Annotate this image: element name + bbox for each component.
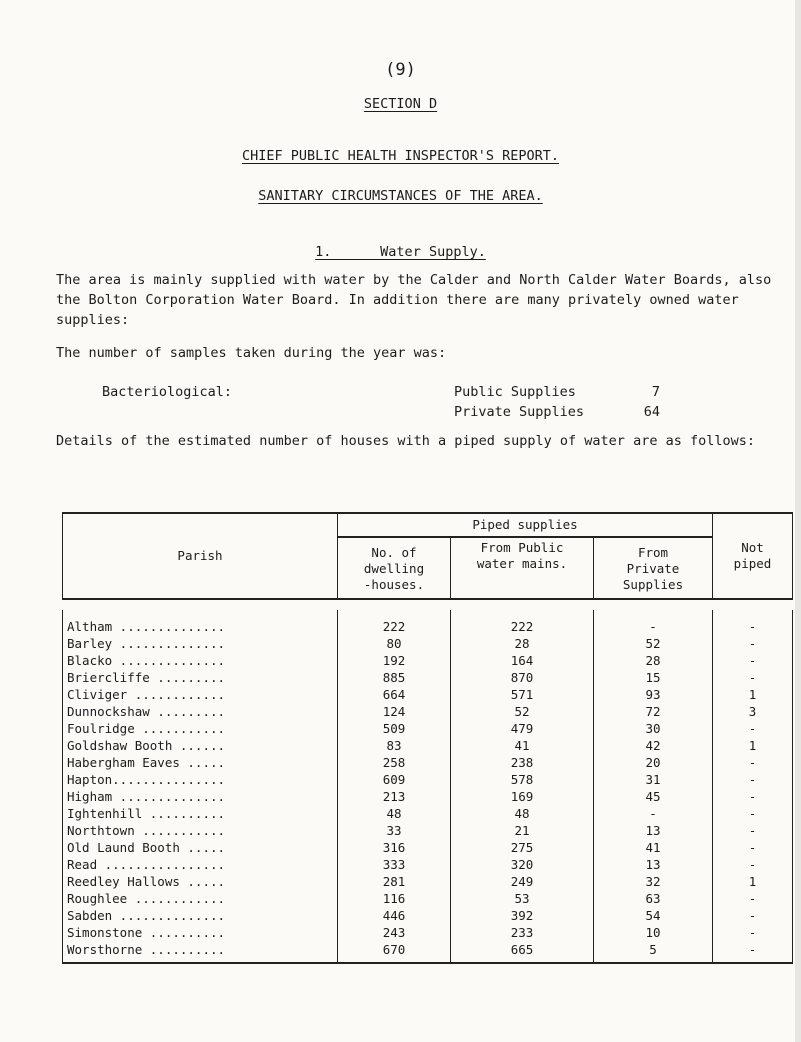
cell-not-piped: -: [713, 720, 793, 737]
header-dwellings: No. of dwelling -houses.: [338, 537, 451, 599]
cell-parish: Goldshaw Booth ......: [63, 737, 338, 754]
table-row: [63, 941, 793, 963]
cell-not-piped: -: [713, 788, 793, 805]
cell-private: 20: [645, 755, 661, 770]
header-parish: Parish: [63, 513, 338, 599]
cell-public: 41: [451, 737, 594, 754]
cell-private: 52: [645, 636, 661, 651]
cell-public: 479: [451, 720, 594, 737]
cell-private: 41: [645, 840, 661, 855]
table-row: [63, 805, 793, 822]
cell-dwellings: 192: [382, 653, 406, 668]
cell-public: 21: [451, 822, 594, 839]
table-row: [63, 788, 793, 805]
cell-private: 13: [645, 823, 661, 838]
cell-public: 665: [451, 941, 594, 963]
cell-private: 30: [645, 721, 661, 736]
cell-parish: Northtown ...........: [63, 822, 338, 839]
cell-private: 42: [645, 738, 661, 753]
cell-public: 238: [451, 754, 594, 771]
table-body: [63, 610, 793, 963]
table-row: [63, 669, 793, 686]
table-row: [63, 652, 793, 669]
cell-parish: Worsthorne ..........: [63, 941, 338, 963]
table-row: [63, 754, 793, 771]
samples-row-public: [454, 384, 660, 400]
cell-not-piped: -: [713, 805, 793, 822]
cell-parish: Cliviger ............: [63, 686, 338, 703]
page-number: (9): [385, 60, 416, 80]
table-row: [63, 703, 793, 720]
cell-not-piped: -: [713, 652, 793, 669]
table-row: [63, 839, 793, 856]
cell-public: 48: [451, 805, 594, 822]
cell-not-piped: -: [713, 941, 793, 963]
table-row: [63, 907, 793, 924]
cell-parish: Briercliffe .........: [63, 669, 338, 686]
cell-public: 28: [451, 635, 594, 652]
cell-parish: Blacko ..............: [63, 652, 338, 669]
cell-private: -: [649, 619, 657, 634]
cell-dwellings: 243: [382, 925, 406, 940]
details-paragraph: Details of the estimated number of houses with a piped supply of water are as follows:: [56, 433, 755, 449]
cell-private: 5: [594, 941, 713, 963]
cell-dwellings: 316: [382, 840, 406, 855]
table-row: [63, 890, 793, 907]
cell-parish: Barley ..............: [63, 635, 338, 652]
table-row: [63, 771, 793, 788]
cell-dwellings: 222: [382, 619, 406, 634]
table-row: [63, 737, 793, 754]
cell-not-piped: -: [713, 890, 793, 907]
cell-not-piped: -: [713, 924, 793, 941]
cell-private: 45: [645, 789, 661, 804]
table-row: [63, 822, 793, 839]
samples-row-value: 7: [651, 384, 660, 400]
cell-dwellings: 446: [382, 908, 406, 923]
cell-parish: Read ................: [63, 856, 338, 873]
cell-public: 233: [451, 924, 594, 941]
header-public-mains: From Public water mains.: [451, 537, 594, 599]
cell-public: 320: [451, 856, 594, 873]
cell-public: 52: [451, 703, 594, 720]
cell-dwellings: 33: [386, 823, 402, 838]
cell-not-piped: 1: [713, 873, 793, 890]
cell-private: 63: [645, 891, 661, 906]
cell-parish: Ightenhill ..........: [63, 805, 338, 822]
cell-public: 164: [451, 652, 594, 669]
table-row: [63, 720, 793, 737]
cell-private: 72: [645, 704, 661, 719]
cell-not-piped: 1: [713, 737, 793, 754]
cell-not-piped: -: [713, 610, 793, 635]
cell-not-piped: -: [713, 907, 793, 924]
cell-dwellings: 509: [382, 721, 406, 736]
samples-row-value: 64: [643, 404, 660, 420]
subheading-sanitary: SANITARY CIRCUMSTANCES OF THE AREA.: [258, 188, 543, 204]
cell-dwellings: 670: [338, 941, 451, 963]
cell-dwellings: 116: [382, 891, 406, 906]
cell-private: 15: [645, 670, 661, 685]
table-row: [63, 873, 793, 890]
cell-public: 222: [451, 610, 594, 635]
cell-dwellings: 258: [382, 755, 406, 770]
header-piped-supplies: Piped supplies: [338, 513, 713, 537]
cell-dwellings: 664: [382, 687, 406, 702]
cell-public: 249: [451, 873, 594, 890]
cell-public: 169: [451, 788, 594, 805]
cell-parish: Altham ..............: [63, 610, 338, 635]
cell-private: 28: [645, 653, 661, 668]
cell-private: 93: [645, 687, 661, 702]
samples-row-name: Private Supplies: [454, 404, 585, 420]
cell-not-piped: -: [713, 635, 793, 652]
cell-private: 54: [645, 908, 661, 923]
cell-dwellings: 83: [386, 738, 402, 753]
cell-private: 31: [645, 772, 661, 787]
cell-dwellings: 333: [382, 857, 406, 872]
intro-paragraph: The area is mainly supplied with water by the Calder and North Calder Water Boards, also the Bolton Corporation Water Board. In addition there are many privately owned water supplies:: [56, 272, 772, 328]
table-row: [63, 610, 793, 635]
cell-public: 571: [451, 686, 594, 703]
cell-public: 578: [451, 771, 594, 788]
cell-not-piped: -: [713, 839, 793, 856]
cell-private: 32: [645, 874, 661, 889]
cell-parish: Higham ..............: [63, 788, 338, 805]
header-private-supplies: From Private Supplies: [594, 537, 713, 599]
cell-parish: Roughlee ............: [63, 890, 338, 907]
cell-public: 392: [451, 907, 594, 924]
table-row: [63, 686, 793, 703]
cell-parish: Old Laund Booth .....: [63, 839, 338, 856]
cell-dwellings: 80: [386, 636, 402, 651]
cell-dwellings: 48: [386, 806, 402, 821]
subheading-water-supply: 1. Water Supply.: [315, 244, 486, 260]
cell-parish: Sabden ..............: [63, 907, 338, 924]
cell-not-piped: 1: [713, 686, 793, 703]
cell-dwellings: 885: [382, 670, 406, 685]
cell-parish: Dunnockshaw .........: [63, 703, 338, 720]
samples-row-name: Public Supplies: [454, 384, 576, 400]
cell-not-piped: -: [713, 822, 793, 839]
cell-private: -: [649, 806, 657, 821]
cell-not-piped: -: [713, 669, 793, 686]
table-row: [63, 856, 793, 873]
section-heading: SECTION D: [363, 96, 438, 112]
cell-private: 13: [645, 857, 661, 872]
cell-public: 275: [451, 839, 594, 856]
cell-not-piped: -: [713, 771, 793, 788]
cell-parish: Reedley Hallows .....: [63, 873, 338, 890]
samples-intro: The number of samples taken during the year was:: [56, 345, 447, 361]
report-heading: CHIEF PUBLIC HEALTH INSPECTOR'S REPORT.: [242, 148, 559, 164]
cell-parish: Habergham Eaves .....: [63, 754, 338, 771]
cell-parish: Hapton...............: [63, 771, 338, 788]
cell-dwellings: 609: [382, 772, 406, 787]
cell-dwellings: 213: [382, 789, 406, 804]
cell-dwellings: 281: [382, 874, 406, 889]
water-supply-table: [62, 512, 793, 964]
cell-public: 870: [451, 669, 594, 686]
cell-not-piped: 3: [713, 703, 793, 720]
cell-public: 53: [451, 890, 594, 907]
cell-parish: Foulridge ...........: [63, 720, 338, 737]
samples-label: Bacteriological:: [102, 384, 233, 400]
header-not-piped: Not piped: [713, 513, 793, 599]
cell-private: 10: [645, 925, 661, 940]
cell-parish: Simonstone ..........: [63, 924, 338, 941]
cell-not-piped: -: [713, 856, 793, 873]
cell-dwellings: 124: [382, 704, 406, 719]
table-row: [63, 635, 793, 652]
cell-not-piped: -: [713, 754, 793, 771]
table-row: [63, 924, 793, 941]
samples-row-private: [454, 404, 660, 420]
